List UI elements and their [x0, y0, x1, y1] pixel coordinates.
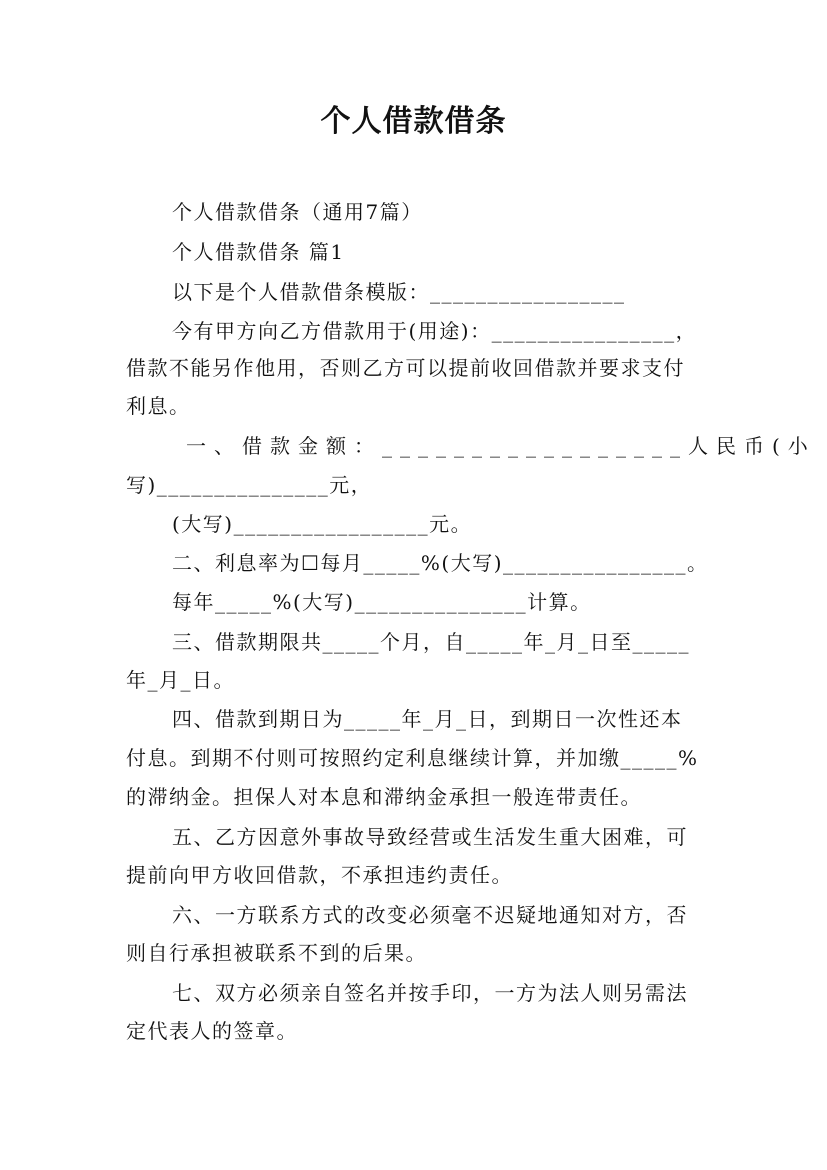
clause-line: 的滞纳金。担保人对本息和滞纳金承担一般连带责任。 [126, 785, 642, 809]
clause-line: 每年_____%(大写)_______________计算。 [172, 590, 592, 614]
paragraph-line: 今有甲方向乙方借款用于(用途)：________________， [172, 319, 698, 343]
clause-line: 二、利息率为☐每月_____%(大写)________________。 [172, 551, 709, 575]
clause-line: 年_月_日。 [126, 668, 235, 692]
paragraph-line: 利息。 [126, 394, 191, 418]
clause-line: 三、借款期限共_____个月，自_____年_月_日至_____ [172, 630, 690, 654]
template-intro-line: 以下是个人借款借条模版：_________________ [172, 280, 626, 304]
clause-line: 六、一方联系方式的改变必须毫不迟疑地通知对方，否 [172, 903, 688, 927]
subtitle-line: 个人借款借条（通用7篇） [172, 200, 423, 224]
paragraph-line: 借款不能另作他用，否则乙方可以提前收回借款并要求支付 [126, 356, 685, 380]
clause-line: 五、乙方因意外事故导致经营或生活发生重大困难，可 [172, 825, 688, 849]
clause-line: (大写)_________________元。 [172, 512, 473, 536]
clause-line: 一、借款金额：_________________人民币(小 [186, 434, 816, 458]
clause-line: 定代表人的签章。 [126, 1019, 298, 1043]
clause-line: 写)_______________元， [126, 473, 373, 497]
section-heading: 个人借款借条 篇1 [172, 240, 345, 264]
clause-line: 四、借款到期日为_____年_月_日，到期日一次性还本 [172, 707, 683, 731]
clause-line: 付息。到期不付则可按照约定利息继续计算，并加缴_____% [126, 746, 699, 770]
document-title: 个人借款借条 [320, 104, 507, 139]
clause-line: 则自行承担被联系不到的后果。 [126, 941, 427, 965]
clause-line: 七、双方必须亲自签名并按手印，一方为法人则另需法 [172, 981, 688, 1005]
clause-line: 提前向甲方收回借款，不承担违约责任。 [126, 863, 513, 887]
